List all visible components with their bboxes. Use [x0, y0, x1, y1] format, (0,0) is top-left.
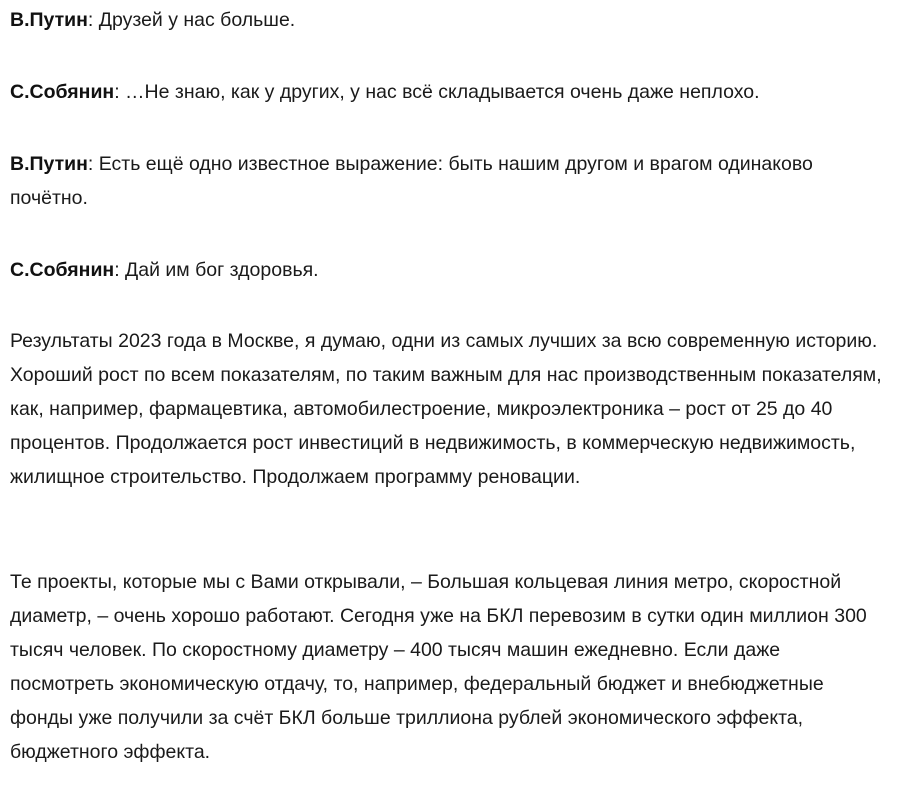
transcript-entry	[10, 253, 889, 287]
speaker-separator: :	[114, 259, 126, 281]
transcript-entry	[10, 147, 889, 215]
entry-text: …Не знаю, как у других, у нас всё складывается очень даже неплохо.	[125, 81, 760, 103]
transcript-entry	[10, 3, 889, 37]
speaker-name: С.Собянин	[10, 259, 115, 281]
entry-text: Друзей у нас больше.	[98, 9, 296, 31]
speaker-name: С.Собянин	[10, 81, 115, 103]
speaker-name: В.Путин	[10, 153, 88, 175]
speaker-separator: :	[114, 81, 126, 103]
speaker-name: В.Путин	[10, 9, 88, 31]
body-paragraph: Те проекты, которые мы с Вами открывали, – Большая кольцевая линия метро, скоростной диаметр, – очень хорошо работают. Сегодня уже на БКЛ перевозим в сутки один миллион 300 тысяч человек. По скоростному диаметру – 400 тысяч машин ежедневно. Если даже посмотреть экономическую отдачу, то, например, федеральный бюджет и внебюджетные фонды уже получили за счёт БКЛ больше триллиона рублей экономического эффекта, бюджетного эффекта.	[10, 571, 867, 763]
entry-text: Есть ещё одно известное выражение: быть нашим другом и врагом одинаково почётно.	[10, 153, 813, 209]
body-paragraph: Результаты 2023 года в Москве, я думаю, одни из самых лучших за всю современную историю. Хороший рост по всем показателям, по таким важным для нас производственным показателям, как, например, фармацевтика, автомобилестроение, микроэлектроника – рост от 25 до 40 процентов. Продолжается рост инвестиций в недвижимость, в коммерческую недвижимость, жилищное строительство. Продолжаем программу реновации.	[10, 330, 882, 488]
transcript-entry	[10, 75, 889, 109]
entry-text: Дай им бог здоровья.	[125, 259, 319, 281]
speaker-separator: :	[87, 153, 99, 175]
speaker-separator: :	[87, 9, 99, 31]
